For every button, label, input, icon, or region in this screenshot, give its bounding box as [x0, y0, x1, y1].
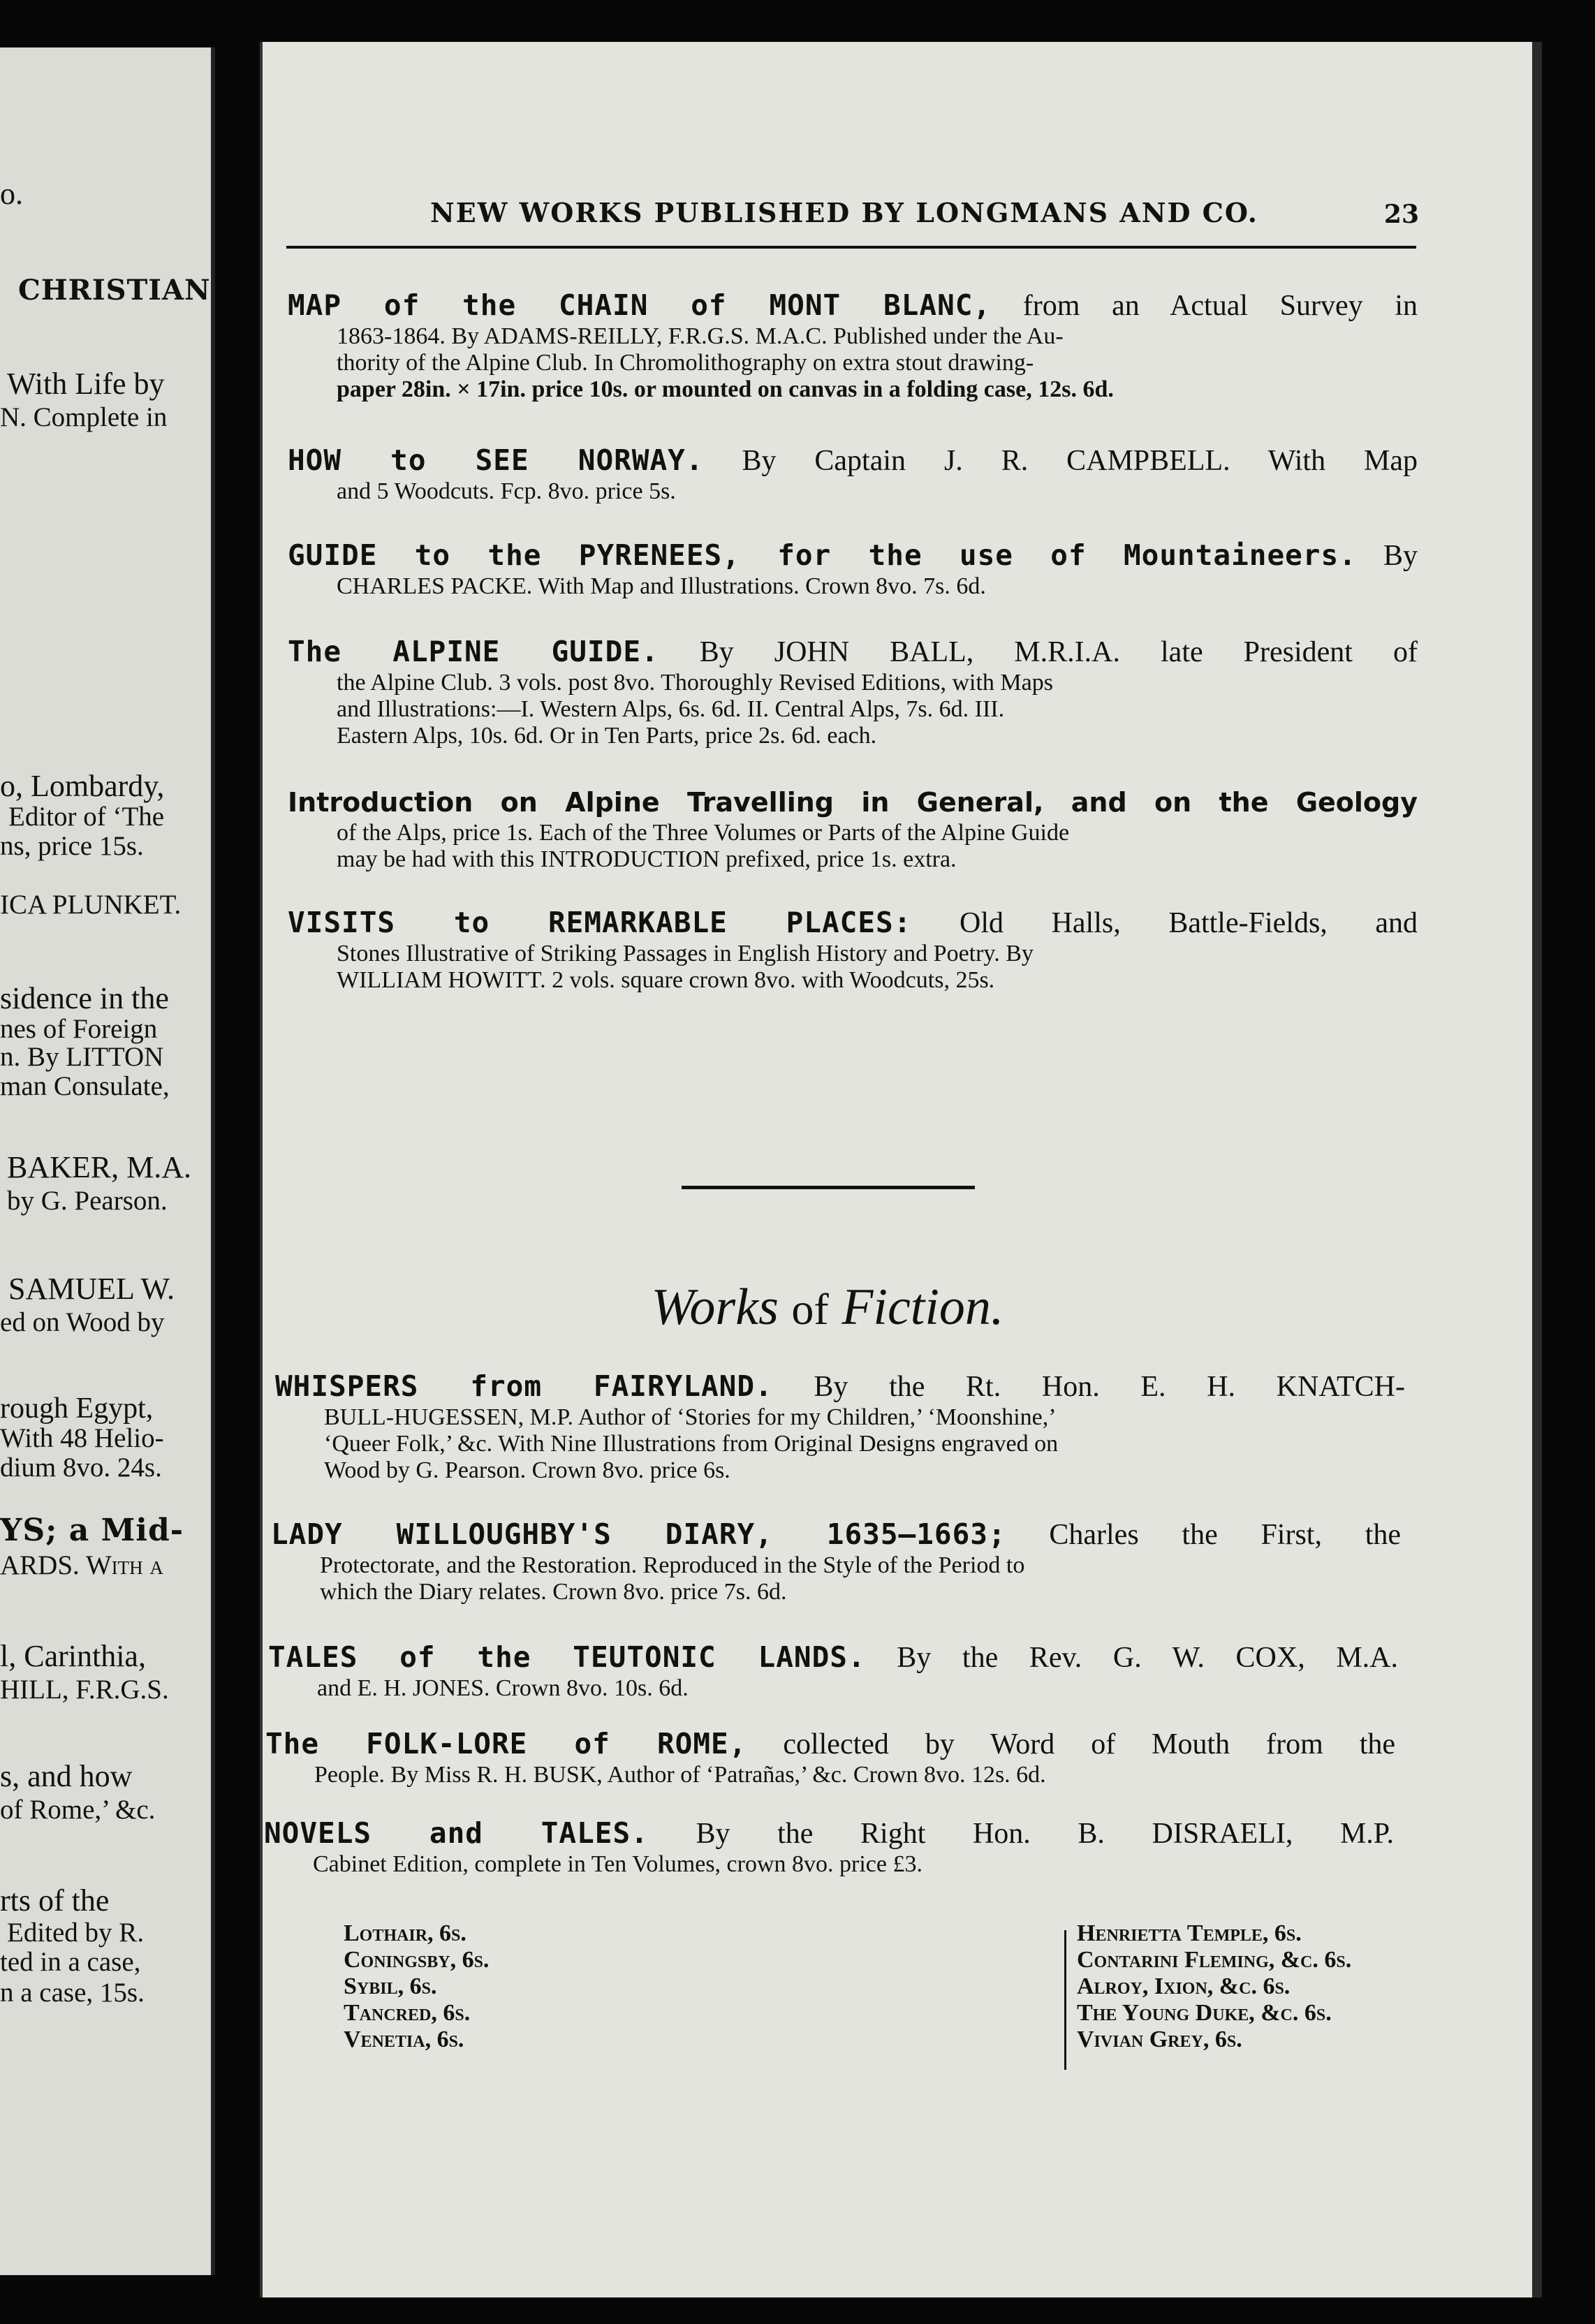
entry-heading-rest: By the Right Hon. B. DISRAELI, M.P. [696, 1818, 1395, 1850]
left-page-line: of Rome,’ &c. [0, 1795, 156, 1825]
entry-heading [288, 288, 1418, 323]
entry-line: Stones Illustrative of Striking Passages in English History and Poetry. By [337, 941, 1034, 966]
left-page-line: N. Complete in [0, 402, 168, 432]
left-page-line: BAKER, M.A. [7, 1150, 192, 1184]
list-item: The Young Duke, &c. 6s. [1077, 2000, 1332, 2026]
entry-heading [288, 785, 1418, 820]
left-page-line: With Life by [7, 367, 165, 401]
column-rule [1064, 1930, 1066, 2070]
left-page-line: l, Carinthia, [0, 1639, 146, 1673]
entry-heading [271, 1517, 1401, 1552]
list-item: Lothair, 6s. [344, 1920, 466, 1946]
entry-title: NOVELS and TALES. [264, 1816, 649, 1850]
entry-heading [288, 905, 1418, 941]
entry-title: GUIDE to the PYRENEES, for the use of Mountaineers. [288, 538, 1357, 572]
left-page-line: CHRISTIAN [18, 274, 211, 307]
left-page-line: ARDS. With a [0, 1550, 163, 1580]
novels-list-right [1077, 1920, 1351, 2053]
entry-heading [268, 1640, 1398, 1675]
running-header [284, 197, 1419, 230]
entry-heading [288, 634, 1418, 670]
entry-line: Protectorate, and the Restoration. Reproduced in the Style of the Period to [320, 1552, 1025, 1578]
section-title [263, 1278, 1392, 1337]
catalogue-entry [288, 905, 1418, 994]
list-item: Sybil, 6s. [344, 1973, 437, 1999]
section-title-word: of [791, 1284, 829, 1334]
left-page-line: With 48 Helio- [0, 1423, 164, 1453]
entry-line: and 5 Woodcuts. Fcp. 8vo. price 5s. [337, 478, 676, 504]
catalogue-entry [288, 288, 1418, 403]
list-item: Vivian Grey, 6s. [1077, 2027, 1242, 2052]
entry-heading-rest: By Captain J. R. CAMPBELL. With Map [742, 445, 1418, 477]
left-page-line: rough Egypt, [0, 1392, 154, 1425]
entry-line: and E. H. JONES. Crown 8vo. 10s. 6d. [317, 1675, 689, 1701]
list-item: Contarini Fleming, &c. 6s. [1077, 1947, 1352, 1973]
catalogue-entry [288, 634, 1418, 749]
running-header-title: NEW WORKS PUBLISHED BY LONGMANS AND CO. [430, 197, 1258, 228]
left-page-line: n a case, 15s. [0, 1978, 145, 2008]
left-page-line: dium 8vo. 24s. [0, 1452, 162, 1483]
entry-line: Wood by G. Pearson. Crown 8vo. price 6s. [324, 1457, 730, 1483]
entry-line: WILLIAM HOWITT. 2 vols. square crown 8vo. with Woodcuts, 25s. [337, 967, 995, 993]
entry-line: BULL-HUGESSEN, M.P. Author of ‘Stories for my Children,’ ‘Moonshine,’ [324, 1404, 1057, 1430]
left-page-line: s, and how [0, 1759, 133, 1793]
left-page-line: ed on Wood by [0, 1307, 165, 1337]
entry-line: which the Diary relates. Crown 8vo. price 7s. 6d. [320, 1579, 787, 1605]
entry-title: HOW to SEE NORWAY. [288, 443, 704, 477]
entry-heading [265, 1726, 1395, 1762]
entry-heading-rest: By JOHN BALL, M.R.I.A. late President of [699, 636, 1418, 668]
header-rule [286, 246, 1416, 249]
entry-line: Cabinet Edition, complete in Ten Volumes, crown 8vo. price £3. [313, 1851, 923, 1877]
left-page-line: o. [0, 177, 23, 211]
list-item: Coningsby, 6s. [344, 1947, 490, 1973]
fiction-entry [265, 1726, 1395, 1788]
entry-line: Eastern Alps, 10s. 6d. Or in Ten Parts, price 2s. 6d. each. [337, 723, 877, 749]
entry-line: People. By Miss R. H. BUSK, Author of ‘Patrañas,’ &c. Crown 8vo. 12s. 6d. [314, 1762, 1046, 1788]
entry-heading-rest: from an Actual Survey in [1022, 290, 1418, 322]
left-page-line: n. By LITTON [0, 1042, 164, 1072]
entry-heading [288, 443, 1418, 478]
left-facing-page [0, 47, 215, 2275]
entry-heading-rest: By the Rev. G. W. COX, M.A. [897, 1642, 1398, 1674]
left-page-line: ns, price 15s. [0, 831, 144, 861]
entry-title: Introduction on Alpine Travelling in General, and on the Geology [288, 787, 1418, 818]
entry-line: 1863-1864. By ADAMS-REILLY, F.R.G.S. M.A.C. Published under the Au- [337, 323, 1064, 349]
list-item: Alroy, Ixion, &c. 6s. [1077, 1973, 1291, 1999]
entry-line: and Illustrations:—I. Western Alps, 6s. 6d. II. Central Alps, 7s. 6d. III. [337, 696, 1005, 722]
left-page-line: Editor of ‘The [8, 802, 165, 832]
entry-line: the Alpine Club. 3 vols. post 8vo. Thoroughly Revised Editions, with Maps [337, 670, 1053, 696]
page-number: 23 [1383, 200, 1419, 229]
left-page-line: Edited by R. [7, 1918, 145, 1948]
catalogue-entry [288, 538, 1418, 600]
entry-heading-rest: Old Halls, Battle-Fields, and [960, 907, 1418, 939]
entry-line: may be had with this INTRODUCTION prefixed, price 1s. extra. [337, 846, 957, 872]
entry-line: ‘Queer Folk,’ &c. With Nine Illustrations from Original Designs engraved on [324, 1431, 1059, 1457]
fiction-entry [275, 1369, 1405, 1484]
entry-line: of the Alps, price 1s. Each of the Three Volumes or Parts of the Alpine Guide [337, 820, 1070, 846]
left-page-line: o, Lombardy, [0, 769, 165, 803]
left-page-line: sidence in the [0, 981, 169, 1015]
catalogue-entry [288, 785, 1418, 873]
list-item: Henrietta Temple, 6s. [1077, 1920, 1302, 1946]
left-page-line: man Consulate, [0, 1071, 170, 1101]
list-item: Tancred, 6s. [344, 2000, 471, 2026]
entry-line: paper 28in. × 17in. price 10s. or mounted on canvas in a folding case, 12s. 6d. [337, 376, 1114, 402]
entry-line: CHARLES PACKE. With Map and Illustrations. Crown 8vo. 7s. 6d. [337, 573, 986, 599]
entry-title: TALES of the TEUTONIC LANDS. [268, 1640, 866, 1674]
left-page-line: by G. Pearson. [7, 1186, 168, 1216]
entry-title: The ALPINE GUIDE. [288, 635, 659, 668]
entry-heading-rest: Charles the First, the [1049, 1519, 1402, 1551]
section-divider [682, 1186, 975, 1189]
novels-list-left [344, 1920, 489, 2053]
section-title-word: Fiction. [841, 1279, 1004, 1336]
entry-line: thority of the Alpine Club. In Chromolithography on extra stout drawing- [337, 350, 1034, 376]
entry-title: LADY WILLOUGHBY'S DIARY, 1635—1663; [271, 1517, 1006, 1551]
entry-title: WHISPERS from FAIRYLAND. [275, 1369, 773, 1403]
left-page-line: YS; a Mid- [0, 1513, 184, 1548]
entry-heading-rest: By the Rt. Hon. E. H. KNATCH- [814, 1371, 1406, 1403]
left-page-line: ted in a case, [0, 1947, 141, 1977]
left-page-line: HILL, F.R.G.S. [0, 1675, 169, 1705]
left-page-line: rts of the [0, 1883, 110, 1918]
entry-title: MAP of the CHAIN of MONT BLANC, [288, 288, 992, 322]
entry-title: VISITS to REMARKABLE PLACES: [288, 906, 912, 939]
list-item: Venetia, 6s. [344, 2027, 464, 2052]
fiction-entry [271, 1517, 1401, 1605]
left-page-line: SAMUEL W. [8, 1272, 175, 1306]
left-page-line: nes of Foreign [0, 1014, 158, 1044]
fiction-entry [268, 1640, 1398, 1702]
entry-heading-rest: collected by Word of Mouth from the [783, 1728, 1396, 1760]
entry-heading [264, 1816, 1394, 1851]
main-page [260, 42, 1542, 2297]
section-title-word: Works [651, 1279, 779, 1336]
fiction-entry [264, 1816, 1394, 1878]
entry-heading-rest: By [1383, 540, 1418, 572]
entry-heading [275, 1369, 1405, 1404]
catalogue-entry [288, 443, 1418, 505]
entry-title: The FOLK-LORE of ROME, [265, 1727, 747, 1760]
left-page-line: ICA PLUNKET. [0, 890, 182, 920]
entry-heading [288, 538, 1418, 573]
